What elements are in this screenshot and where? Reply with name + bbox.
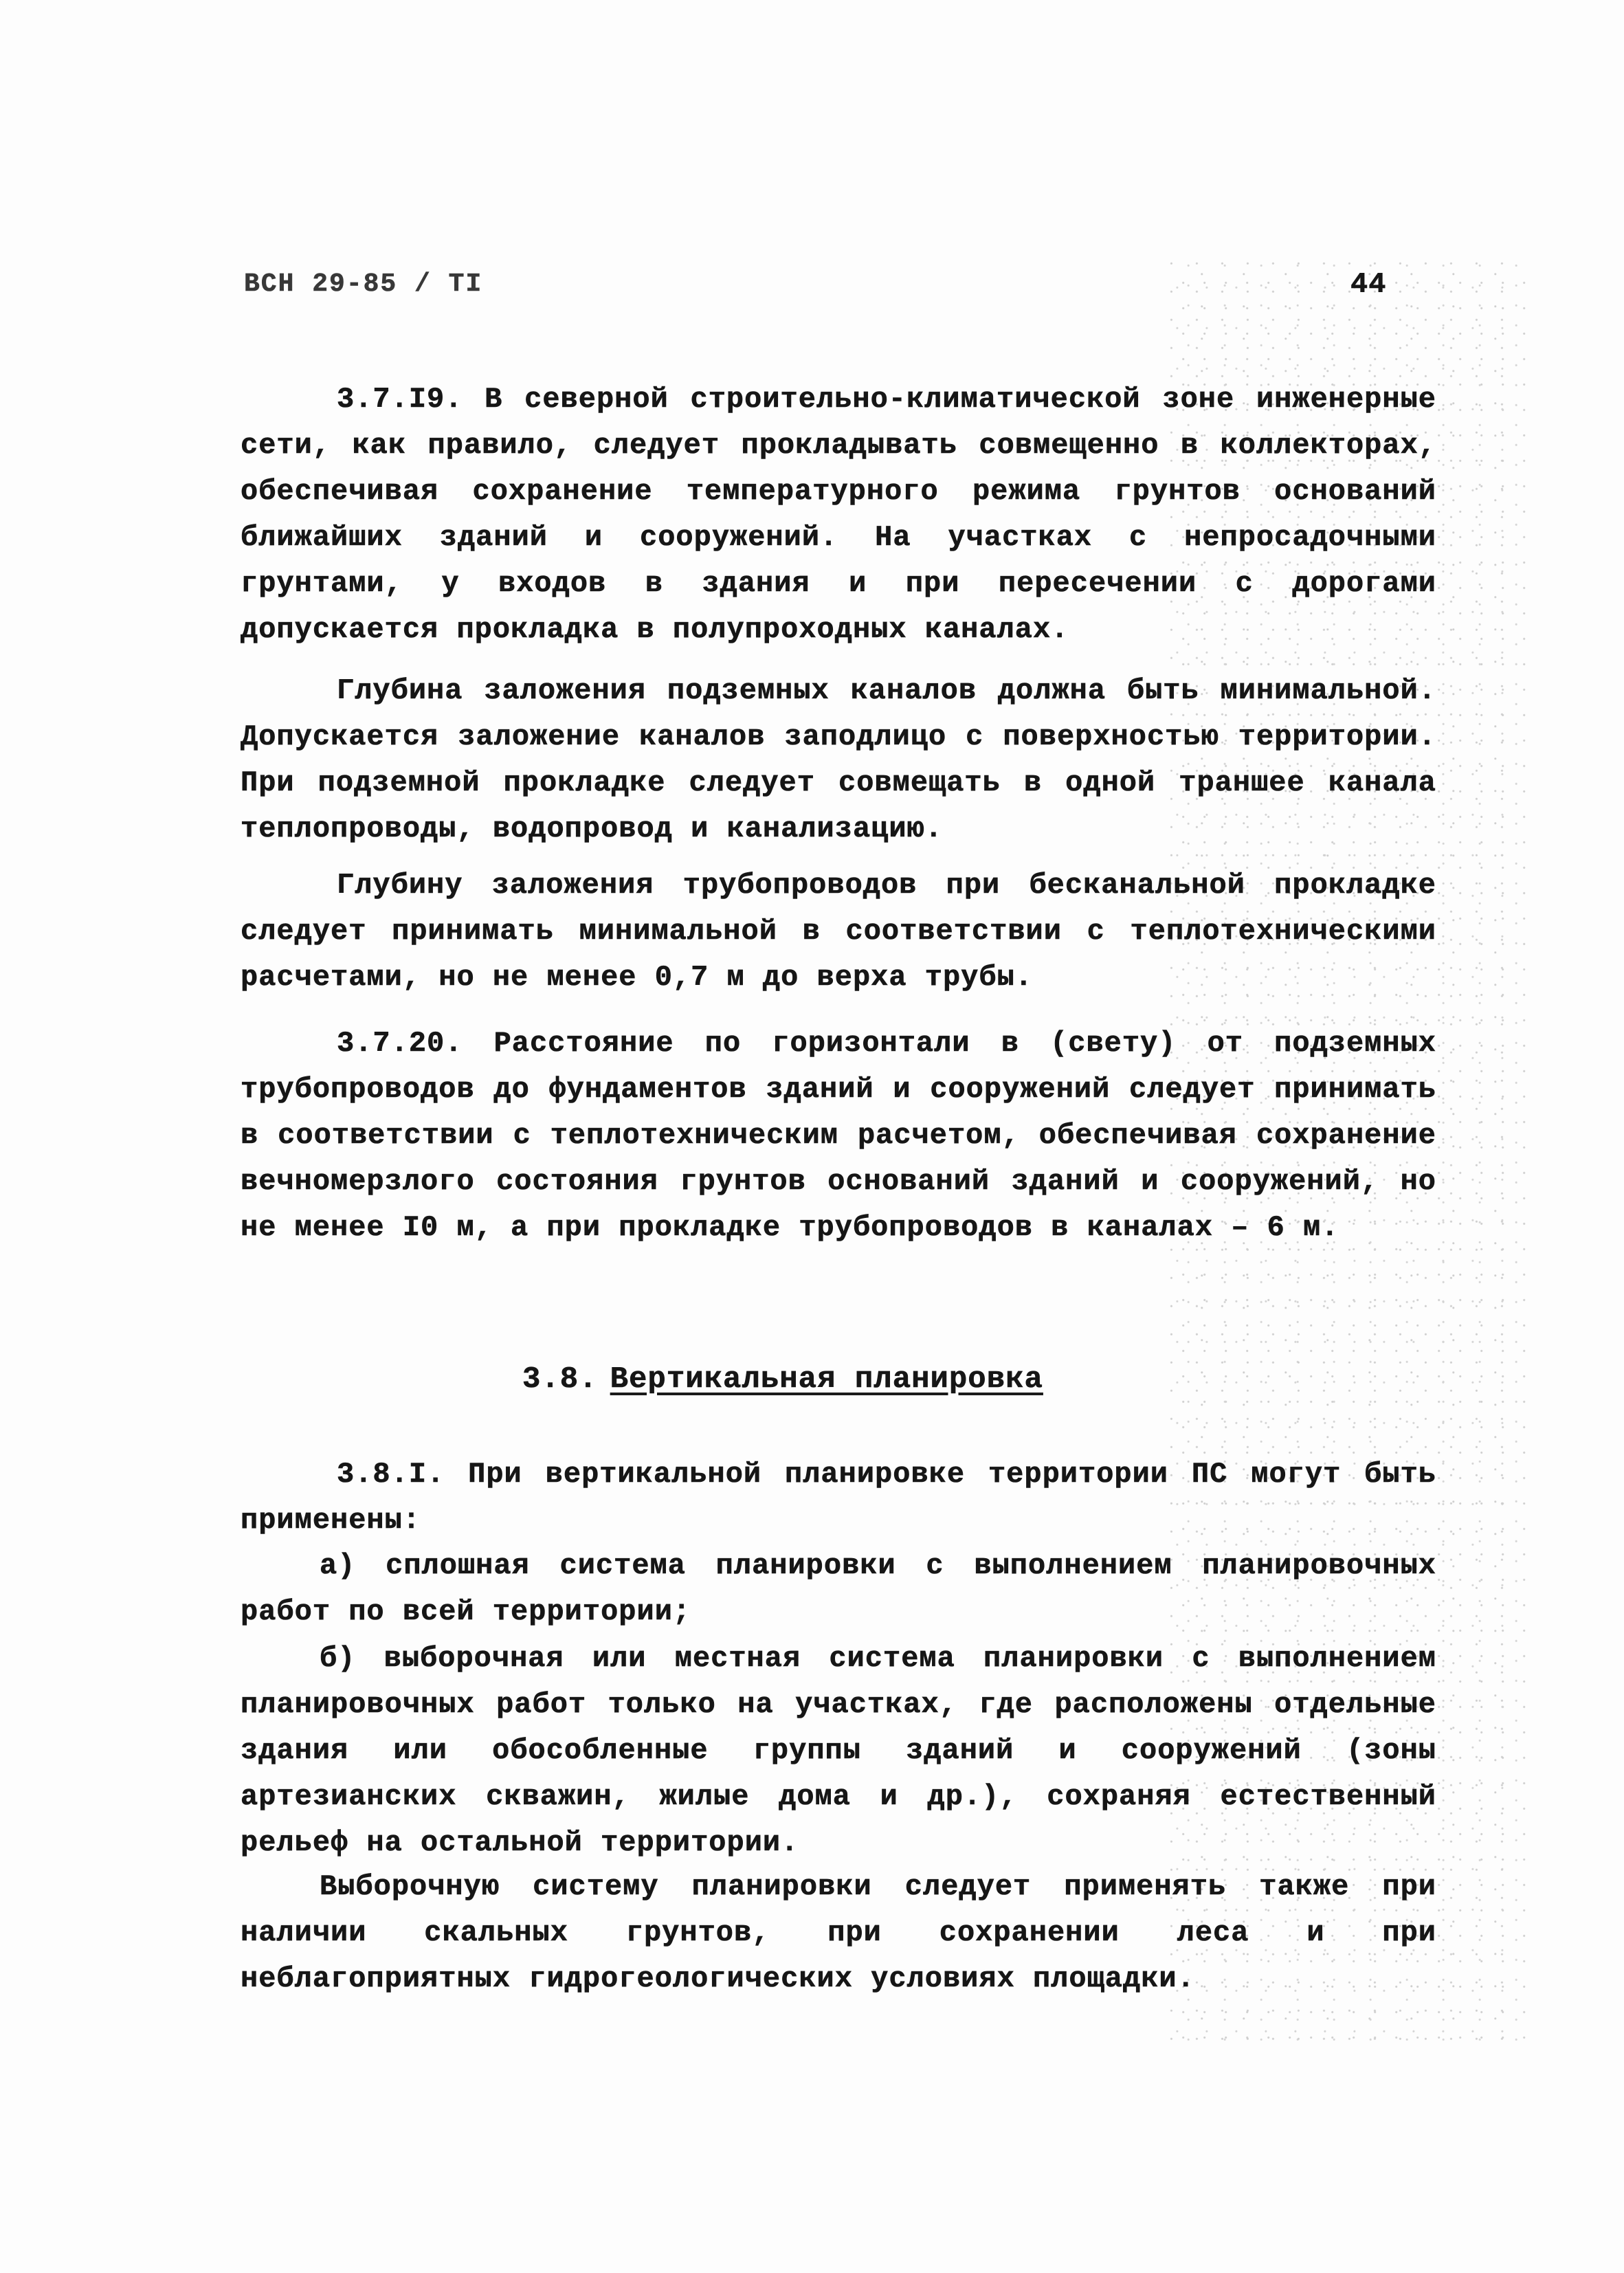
paragraph-3-8-1: 3.8.I. При вертикальной планировке территории ПС могут быть применены: [241, 1458, 1436, 1537]
section-heading [522, 1362, 1043, 1397]
paragraph-3-7-20: 3.7.20. Расстояние по горизонтали в (свету) от подземных трубопроводов до фундаментов зданий и сооружений следует принимать в соответствии с теплотехническим расчетом, обеспечивая сохранение вечномерзлого состояния грунтов оснований зданий и сооружений, но не менее I0 м, а при прокладке трубопроводов в каналах – 6 м. [241, 1027, 1436, 1244]
paragraph-3-7-19: 3.7.I9. В северной строительно-климатической зоне инженерные сети, как правило, следует прокладывать совмещенно в коллекторах, обеспечивая сохранение температурного режима грунтов оснований ближайших зданий и сооружений. На участках с непросадочными грунтами, у входов в здания и при пересечении с дорогами допускается прокладка в полупроходных каналах. [241, 383, 1436, 646]
paragraph-pipe-depth: Глубину заложения трубопроводов при бесканальной прокладке следует принимать минимальной в соответствии с теплотехническими расчетами, но не менее 0,7 м до верха трубы. [241, 869, 1436, 994]
list-item-b: б) выборочная или местная система планировки с выполнением планировочных работ только на участках, где расположены отдельные здания или обособленные группы зданий и сооружений (зоны артезианских скважин, жилые дома и др.), сохраняя естественный рельеф на остальной территории. [241, 1642, 1436, 1859]
paragraph-selective-system: Выборочную систему планировки следует применять также при наличии скальных грунтов, при сохранении леса и при неблагоприятных гидрогеологических условиях площадки. [241, 1870, 1436, 1995]
page-number: 44 [1350, 268, 1387, 301]
list-item-a: а) сплошная система планировки с выполнением планировочных работ по всей территории; [241, 1549, 1436, 1628]
section-number: 3.8. [522, 1362, 598, 1397]
paragraph-channel-depth: Глубина заложения подземных каналов должна быть минимальной. Допускается заложение каналов заподлицо с поверхностью территории. При подземной прокладке следует совмещать в одной траншее канала теплопроводы, водопровод и канализацию. [241, 674, 1436, 845]
document-code: ВСН 29-85 / ТI [244, 269, 483, 299]
section-title: Вертикальная планировка [610, 1362, 1043, 1397]
